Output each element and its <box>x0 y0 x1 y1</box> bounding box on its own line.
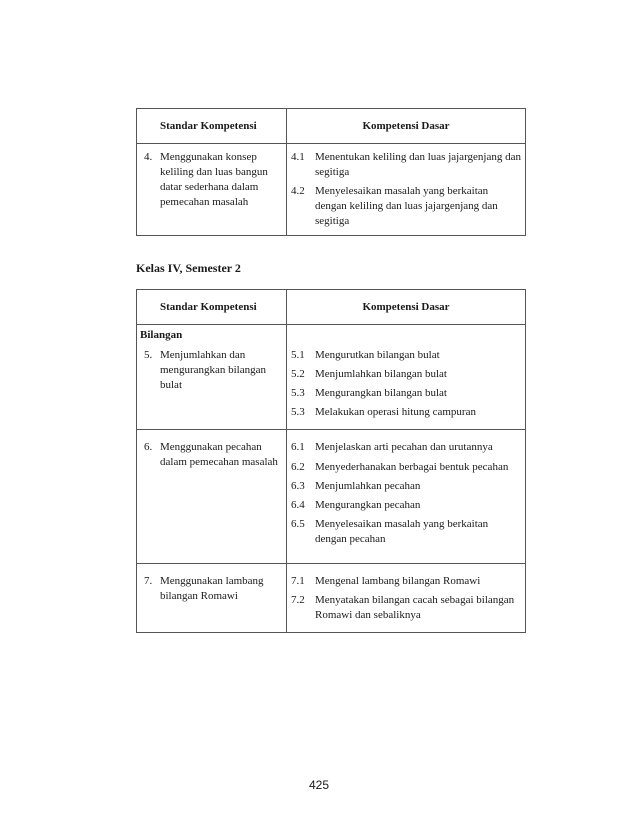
kd-item <box>287 367 525 382</box>
kd-number: 6.4 <box>291 499 305 511</box>
header-kompetensi-dasar: Kompetensi Dasar <box>287 290 526 325</box>
kd-number: 6.1 <box>291 441 305 453</box>
table-header-row <box>137 109 526 144</box>
kd-item <box>287 150 525 180</box>
kd-number: 4.2 <box>291 185 305 197</box>
kd-text: Mengurutkan bilangan bulat <box>315 349 440 361</box>
kd-number: 4.1 <box>291 151 305 163</box>
kd-number: 5.1 <box>291 349 305 361</box>
kd-number: 5.3 <box>291 387 305 399</box>
sk-text: Menggunakan konsep keliling dan luas bangun datar sederhana dalam pemecahan masalah <box>160 151 268 208</box>
sk-item <box>137 150 286 210</box>
sk-item <box>137 348 286 393</box>
table-header-row <box>137 290 526 325</box>
competency-table-2 <box>136 289 526 633</box>
kd-text: Mengurangkan pecahan <box>315 499 421 511</box>
kd-item <box>287 574 525 589</box>
kd-text: Menyelesaikan masalah yang berkaitan dengan keliling dan luas jajargenjang dan segitiga <box>315 185 498 227</box>
sk-text: Menggunakan pecahan dalam pemecahan masalah <box>160 441 278 468</box>
kd-text: Menyederhanakan berbagai bentuk pecahan <box>315 461 509 473</box>
sk-number: 5. <box>144 349 153 361</box>
kd-item <box>287 460 525 475</box>
kd-text: Menyelesaikan masalah yang berkaitan dengan pecahan <box>315 518 489 545</box>
kd-text: Mengenal lambang bilangan Romawi <box>315 575 481 587</box>
kd-number: 5.3 <box>291 406 305 418</box>
sk-number: 4. <box>144 151 153 163</box>
kd-number: 7.1 <box>291 575 305 587</box>
table-row <box>137 144 526 236</box>
table-row <box>137 564 526 633</box>
kd-item <box>287 517 525 547</box>
kd-number: 5.2 <box>291 368 305 380</box>
kd-text: Melakukan operasi hitung campuran <box>315 406 476 418</box>
sk-item <box>137 440 286 470</box>
kelas-heading: Kelas IV, Semester 2 <box>136 261 241 275</box>
header-kompetensi-dasar: Kompetensi Dasar <box>287 109 526 144</box>
kd-item <box>287 348 525 363</box>
kd-item <box>287 405 525 420</box>
header-standar-kompetensi: Standar Kompetensi <box>137 290 287 325</box>
page-number: 425 <box>308 778 330 792</box>
kd-text: Menjelaskan arti pecahan dan urutannya <box>315 441 493 453</box>
kd-text: Menentukan keliling dan luas jajargenjang dan segitiga <box>315 151 521 178</box>
sk-number: 6. <box>144 441 153 453</box>
sk-text: Menggunakan lambang bilangan Romawi <box>160 575 264 602</box>
group-label: Bilangan <box>140 329 183 341</box>
sk-item <box>137 574 286 604</box>
kd-item <box>287 498 525 513</box>
kd-text: Menjumlahkan pecahan <box>315 480 421 492</box>
kd-item <box>287 479 525 494</box>
kd-text: Menjumlahkan bilangan bulat <box>315 368 447 380</box>
header-standar-kompetensi: Standar Kompetensi <box>137 109 287 144</box>
kd-item <box>287 440 525 455</box>
kd-number: 6.3 <box>291 480 305 492</box>
kd-number: 7.2 <box>291 594 305 606</box>
kd-text: Mengurangkan bilangan bulat <box>315 387 447 399</box>
table-row <box>137 325 526 430</box>
kd-item <box>287 593 525 623</box>
kd-text: Menyatakan bilangan cacah sebagai bilangan Romawi dan sebaliknya <box>315 594 515 621</box>
kd-item <box>287 386 525 401</box>
table-row <box>137 430 526 564</box>
competency-table-1 <box>136 108 526 236</box>
sk-text: Menjumlahkan dan mengurangkan bilangan bulat <box>160 349 266 391</box>
kd-number: 6.2 <box>291 461 305 473</box>
sk-number: 7. <box>144 575 153 587</box>
kd-item <box>287 184 525 229</box>
kd-number: 6.5 <box>291 518 305 530</box>
